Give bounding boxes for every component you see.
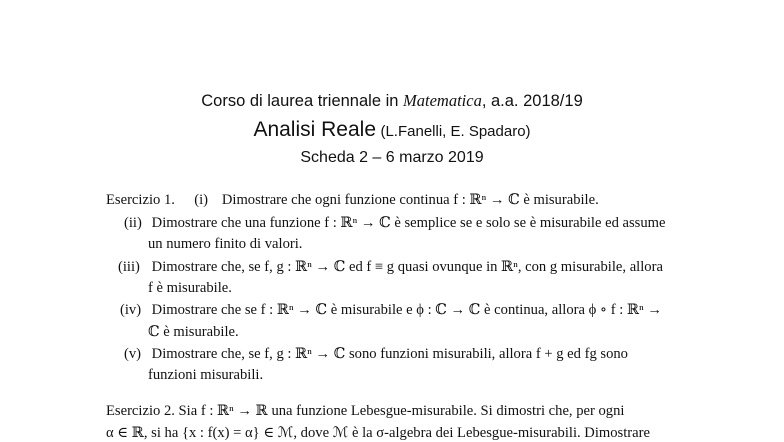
exercise1-first-line: [106, 191, 599, 209]
exercise1-item-ii-line1: Dimostrare che una funzione f : ℝⁿ → ℂ è semplice se e solo se è misurabile ed assume: [151, 215, 666, 231]
exercise1-item-iv-line2: ℂ è misurabile.: [148, 324, 239, 340]
exercise2-line1: Sia f : ℝⁿ → ℝ una funzione Lebesgue-misurabile. Si dimostri che, per ogni: [178, 403, 625, 419]
exercise2-first-line: [106, 402, 624, 420]
exercise1-marker-ii: (ii): [124, 215, 142, 231]
course-suffix: , a.a. 2018/19: [481, 92, 583, 110]
exercise2-label: Esercizio 2.: [106, 403, 175, 419]
exercise1-item-iii-line1: Dimostrare che, se f, g : ℝⁿ → ℂ ed f ≡ g quasi ovunque in ℝⁿ, con g misurabile, allora: [151, 259, 663, 275]
exercise1-item-v-line2: funzioni misurabili.: [148, 367, 264, 383]
exercise1-item-iii: [118, 258, 663, 276]
exercise1-item-iv-line1: Dimostrare che se f : ℝⁿ → ℂ è misurabile e ϕ : ℂ → ℂ è continua, allora ϕ ∘ f : ℝⁿ →: [151, 302, 662, 318]
exercise1-item-v-line1: Dimostrare che, se f, g : ℝⁿ → ℂ sono funzioni misurabili, allora f + g ed fg sono: [151, 346, 628, 362]
course-prefix: Corso di laurea triennale in: [201, 92, 404, 110]
exercise2-line2: α ∈ ℝ, si ha {x : f(x) = α} ∈ ℳ, dove ℳ è la σ-algebra dei Lebesgue-misurabili. Dimostrare: [106, 425, 650, 441]
exercise1-marker-iv: (iv): [120, 302, 142, 318]
document-title: [0, 118, 784, 142]
course-line: [0, 91, 784, 111]
exercise1-marker-i: (i): [194, 192, 208, 208]
exercise1-item-iv: [120, 301, 662, 319]
exercise1-item-ii-line2: un numero finito di valori.: [148, 236, 303, 252]
exercise1-marker-iii: (iii): [118, 259, 140, 275]
exercise1-marker-v: (v): [124, 346, 142, 362]
exercise1-item-v: [124, 345, 628, 363]
exercise1-item-i-text: Dimostrare che ogni funzione continua f : ℝⁿ → ℂ è misurabile.: [221, 192, 599, 208]
exercise1-item-iii-line2: f è misurabile.: [148, 280, 232, 296]
authors-text: (L.Fanelli, E. Spadaro): [380, 123, 531, 140]
title-text: Analisi Reale: [253, 118, 377, 141]
exercise1-label: Esercizio 1.: [106, 192, 175, 208]
sheet-line: Scheda 2 – 6 marzo 2019: [300, 149, 484, 166]
course-subject: Matematica: [403, 91, 482, 110]
exercise1-item-ii: [124, 214, 666, 232]
